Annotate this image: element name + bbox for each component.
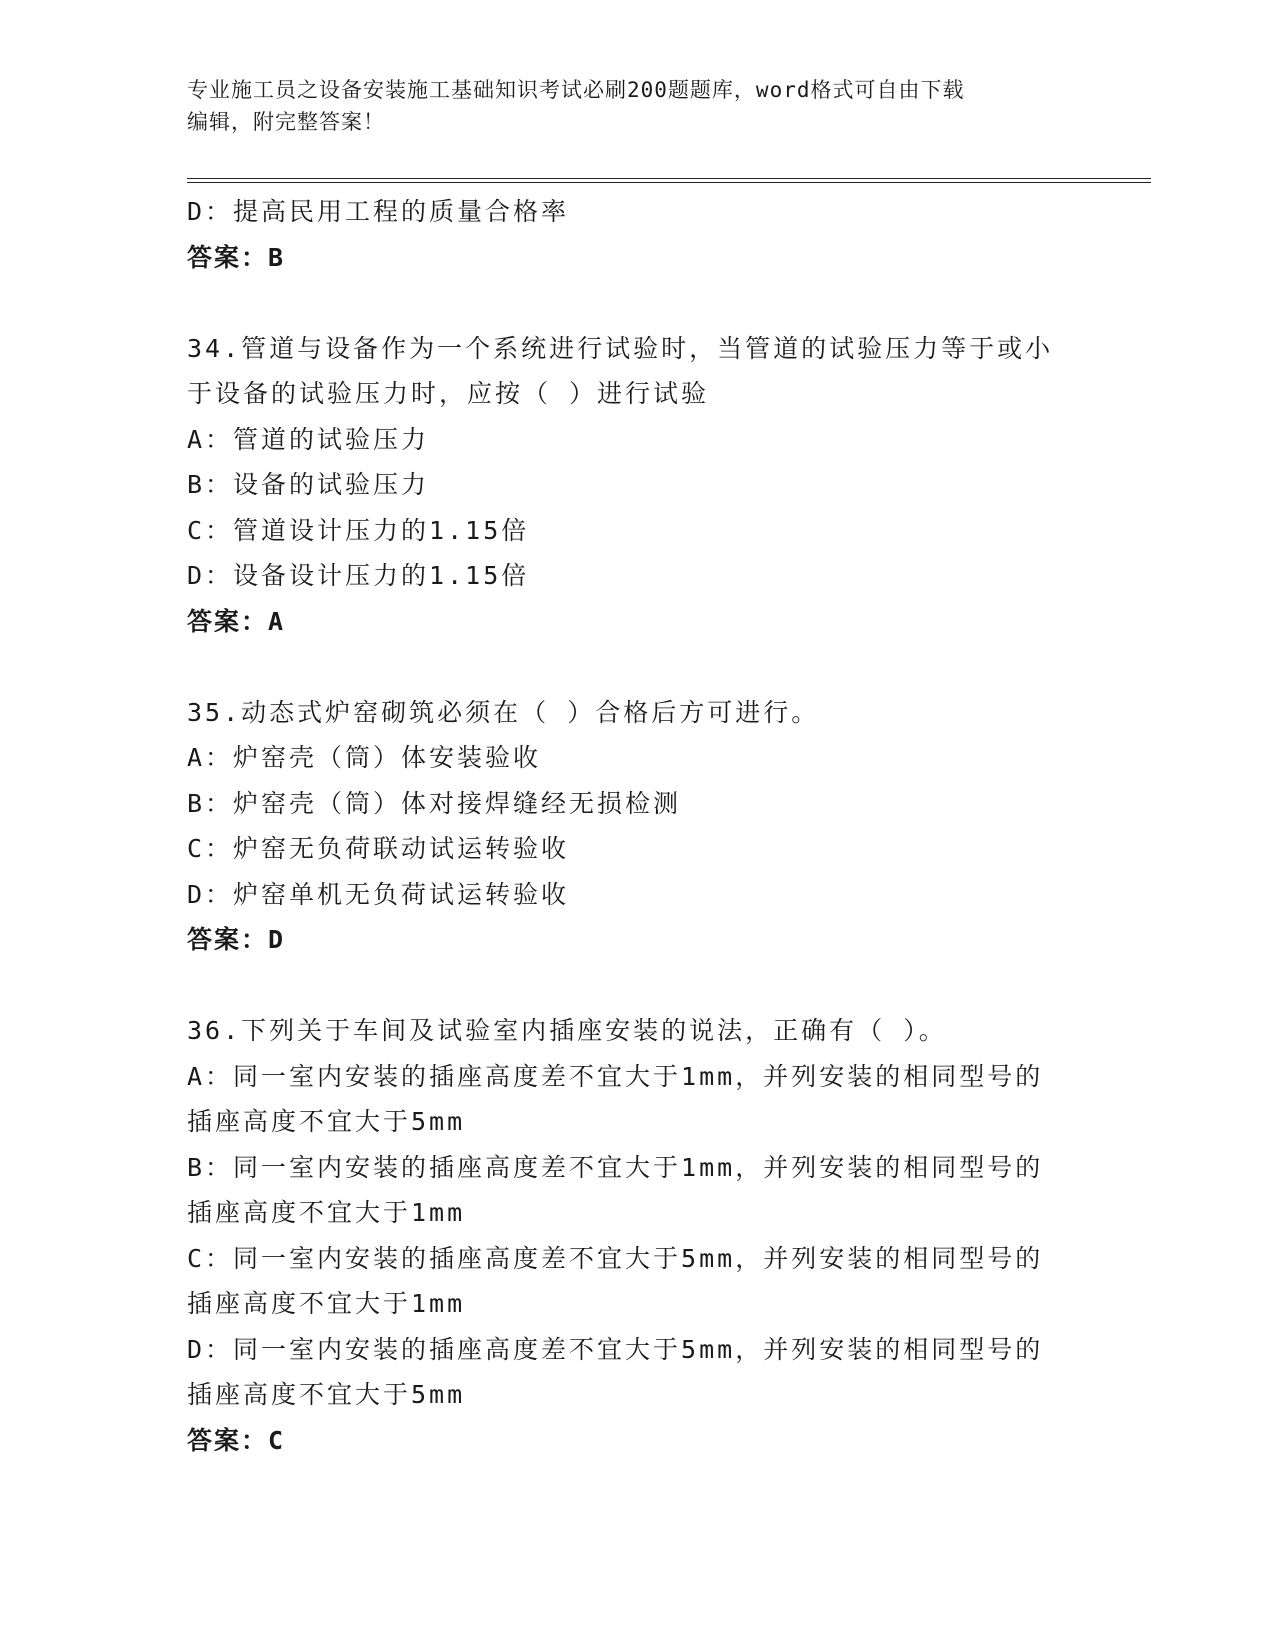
option-c: C：炉窑无负荷联动试运转验收 [187, 834, 570, 863]
answer-line: 答案：B [187, 242, 286, 272]
option-b: B：设备的试验压力 [187, 470, 430, 499]
option-d: D：提高民用工程的质量合格率 [187, 197, 570, 226]
answer-line: 答案：D [187, 925, 286, 954]
document-header [187, 74, 1067, 138]
header-title-line-2: 编辑，附完整答案！ [187, 110, 385, 134]
question-stem: 35.动态式炉窑砌筑必须在（ ）合格后方可进行。 [187, 697, 820, 727]
option-c: C：同一室内安装的插座高度差不宜大于5mm，并列安装的相同型号的 [187, 1243, 1044, 1273]
question-stem: 34.管道与设备作为一个系统进行试验时，当管道的试验压力等于或小 [187, 333, 1054, 363]
header-divider-top [187, 178, 1151, 179]
option-b: B：炉窑壳（筒）体对接焊缝经无损检测 [187, 788, 682, 818]
question-33-tail [187, 189, 1087, 280]
option-d-continued: 插座高度不宜大于5mm [187, 1380, 466, 1409]
question-35 [187, 690, 1087, 963]
question-stem-continued: 于设备的试验压力时，应按（ ）进行试验 [187, 379, 710, 408]
option-c: C：管道设计压力的1.15倍 [187, 515, 530, 545]
option-d: D：设备设计压力的1.15倍 [187, 561, 530, 590]
answer-line: 答案：A [187, 606, 286, 636]
question-stem: 36.下列关于车间及试验室内插座安装的说法，正确有（ ）。 [187, 1016, 947, 1045]
header-title-line-1: 专业施工员之设备安装施工基础知识考试必刷200题题库，word格式可自由下载 [187, 78, 965, 102]
spacer [187, 280, 1087, 326]
option-a: A：炉窑壳（筒）体安装验收 [187, 743, 542, 772]
option-d: D：同一室内安装的插座高度差不宜大于5mm，并列安装的相同型号的 [187, 1334, 1044, 1364]
question-34 [187, 326, 1087, 645]
header-divider-bottom [187, 182, 1151, 183]
question-content [187, 189, 1087, 1463]
answer-line: 答案：C [187, 1425, 286, 1455]
option-a: A：管道的试验压力 [187, 424, 430, 454]
option-d: D：炉窑单机无负荷试运转验收 [187, 879, 570, 909]
option-b: B：同一室内安装的插座高度差不宜大于1mm，并列安装的相同型号的 [187, 1152, 1044, 1182]
option-b-continued: 插座高度不宜大于1mm [187, 1198, 466, 1227]
option-a: A：同一室内安装的插座高度差不宜大于1mm，并列安装的相同型号的 [187, 1061, 1044, 1091]
spacer [187, 644, 1087, 690]
option-c-continued: 插座高度不宜大于1mm [187, 1289, 466, 1318]
spacer [187, 963, 1087, 1009]
question-36 [187, 1008, 1087, 1463]
option-a-continued: 插座高度不宜大于5mm [187, 1107, 466, 1136]
